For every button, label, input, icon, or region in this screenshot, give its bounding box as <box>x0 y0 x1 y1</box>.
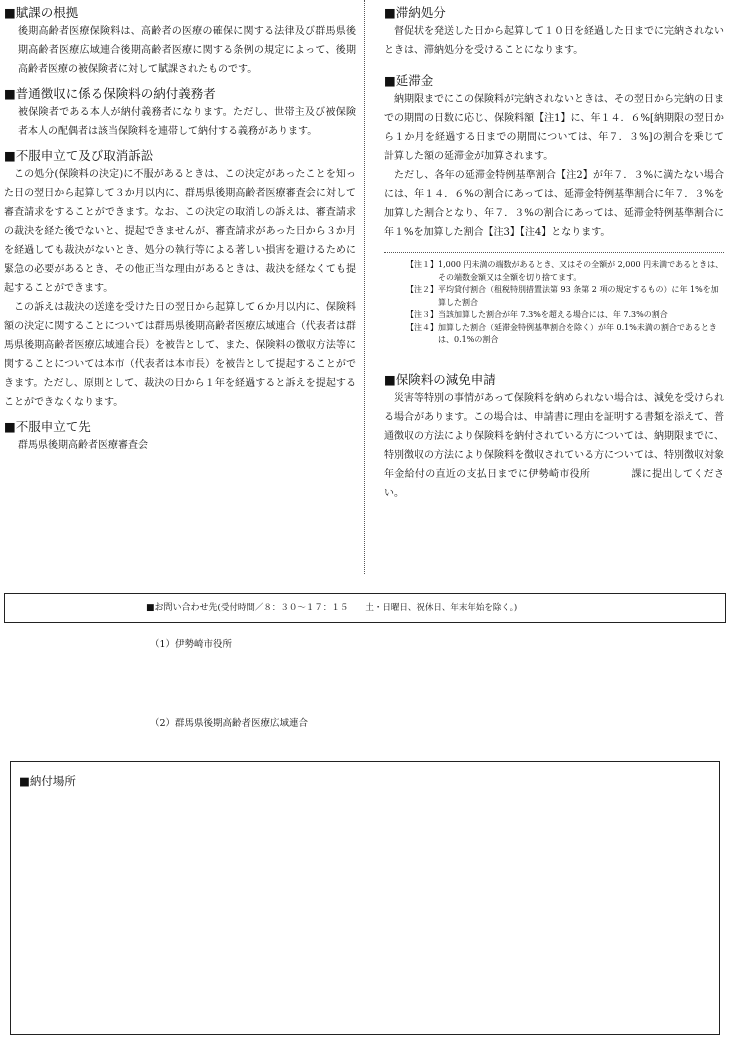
section-title-late-fee: ■延滞金 <box>384 73 434 88</box>
section-title-payer: ■普通徴収に係る保険料の納付義務者 <box>4 86 216 101</box>
contact-item-city-office: （1）伊勢崎市役所 <box>150 639 233 650</box>
column-divider <box>364 0 365 574</box>
section-body-appeal-dest: 群馬県後期高齢者医療審査会 <box>18 440 148 451</box>
notes-list <box>384 259 724 347</box>
contact-item-union: （2）群馬県後期高齢者医療広域連合 <box>150 718 309 729</box>
section-body-payer: 被保険者である本人が納付義務者になります。ただし、世帯主及び被保険者本人の配偶者は該当保険料を連帯して納付する義務があります。 <box>18 107 356 137</box>
section-body-reduction: 災害等特別の事情があって保険料を納められない場合は、減免を受けられる場合があります。この場合は、申請書に理由を証明する書類を添えて、普通徴収の方法により保険料を納付されている方については、納期限までに、特別徴収の方法により保険料を徴収されている方については、特別徴収対象年金給付の直近の支払日までに伊勢崎市役所 課に提出してください。 <box>384 392 724 499</box>
section-body-late-fee-2: ただし、各年の延滞金特例基準割合【注2】が年７．３%に満たない場合には、年１４．６%の割合にあっては、延滞金特例基準割合に年７．３%を加算した割合となり、年７．３%の割合にあっては、延滞金特例基準割合に年１%を加算した割合【注3】【注4】となります。 <box>384 170 724 238</box>
contact-hours: (受付時間／８：３０～１７：１５ 土・日曜日、祝休日、年末年始を除く。) <box>217 603 518 613</box>
section-body-basis: 後期高齢者医療保険料は、高齢者の医療の確保に関する法律及び群馬県後期高齢者医療広域連合後期高齢者医療に関する条例の規定によって、後期高齢者医療の被保険者に対して賦課されたものです。 <box>18 26 356 75</box>
section-body-late-fee-1: 納期限までにこの保険料が完納されないときは、その翌日から完納の日までの期間の日数に応じ、保険料額【注1】に、年１４．６%[納期限の翌日から１か月を経過する日までの期間については、年７．３%]の割合を乗じて計算した額の延滞金が加算されます。 <box>384 94 724 162</box>
note-item: 【注３】 当該加算した割合が年 7.3%を超える場合には、年 7.3%の割合 <box>406 310 668 319</box>
section-body-appeal-2: この訴えは裁決の送達を受けた日の翌日から起算して６か月以内に、保険料額の決定に関することについては群馬県後期高齢者医療広域連合（代表者は群馬県後期高齢者医療広域連合長）を被告として、また、保険料の徴収方法等に関することについては本市（代表者は本市長）を被告として提起することができます。ただし、原則として、裁決の日から１年を経過すると訴えを提起することができなくなります。 <box>4 302 356 408</box>
section-body-delinquency: 督促状を発送した日から起算して１０日を経過した日までに完納されないときは、滞納処分を受けることになります。 <box>384 26 724 56</box>
section-title-delinquency: ■滞納処分 <box>384 5 446 20</box>
contact-title-line <box>146 594 517 622</box>
contact-title: ■お問い合わせ先 <box>146 603 218 613</box>
note-item: 【注２】 平均貸付割合（租税特別措置法第 93 条第 2 項の規定するもの）に年 1%を加算した割合 <box>406 285 719 307</box>
section-title-appeal: ■不服申立て及び取消訴訟 <box>4 148 154 163</box>
right-column <box>384 4 724 503</box>
notes-separator <box>384 252 724 253</box>
note-item: 【注１】 1,000 円未満の端数があるとき、又はその全額が 2,000 円未満であるときは、その端数金額又は全額を切り捨てます。 <box>406 260 724 282</box>
payment-place-title: ■納付場所 <box>19 774 76 788</box>
section-body-appeal-1: この処分(保険料の決定)に不服があるときは、この決定があったことを知った日の翌日から起算して３か月以内に、群馬県後期高齢者医療審査会に対して審査請求をすることができます。なお、この決定の取消しの訴えは、審査請求の裁決を経た後でないと、提起できませんが、審査請求があった日から３か月を経過しても裁決がないとき、処分の執行等による著しい損害を避けるために緊急の必要があるとき、その他正当な理由があるときは、裁決を経なくても提起することができます。 <box>4 169 356 294</box>
note-item: 【注４】 加算した割合（延滞金特例基準割合を除く）が年 0.1%未満の割合であるときは、0.1%の割合 <box>406 322 717 344</box>
left-column <box>4 4 356 455</box>
contact-box <box>4 593 726 623</box>
payment-place-box <box>10 761 720 1035</box>
section-title-appeal-dest: ■不服申立て先 <box>4 419 91 434</box>
section-title-reduction: ■保険料の減免申請 <box>384 371 496 387</box>
section-title-basis: ■賦課の根拠 <box>4 5 79 20</box>
